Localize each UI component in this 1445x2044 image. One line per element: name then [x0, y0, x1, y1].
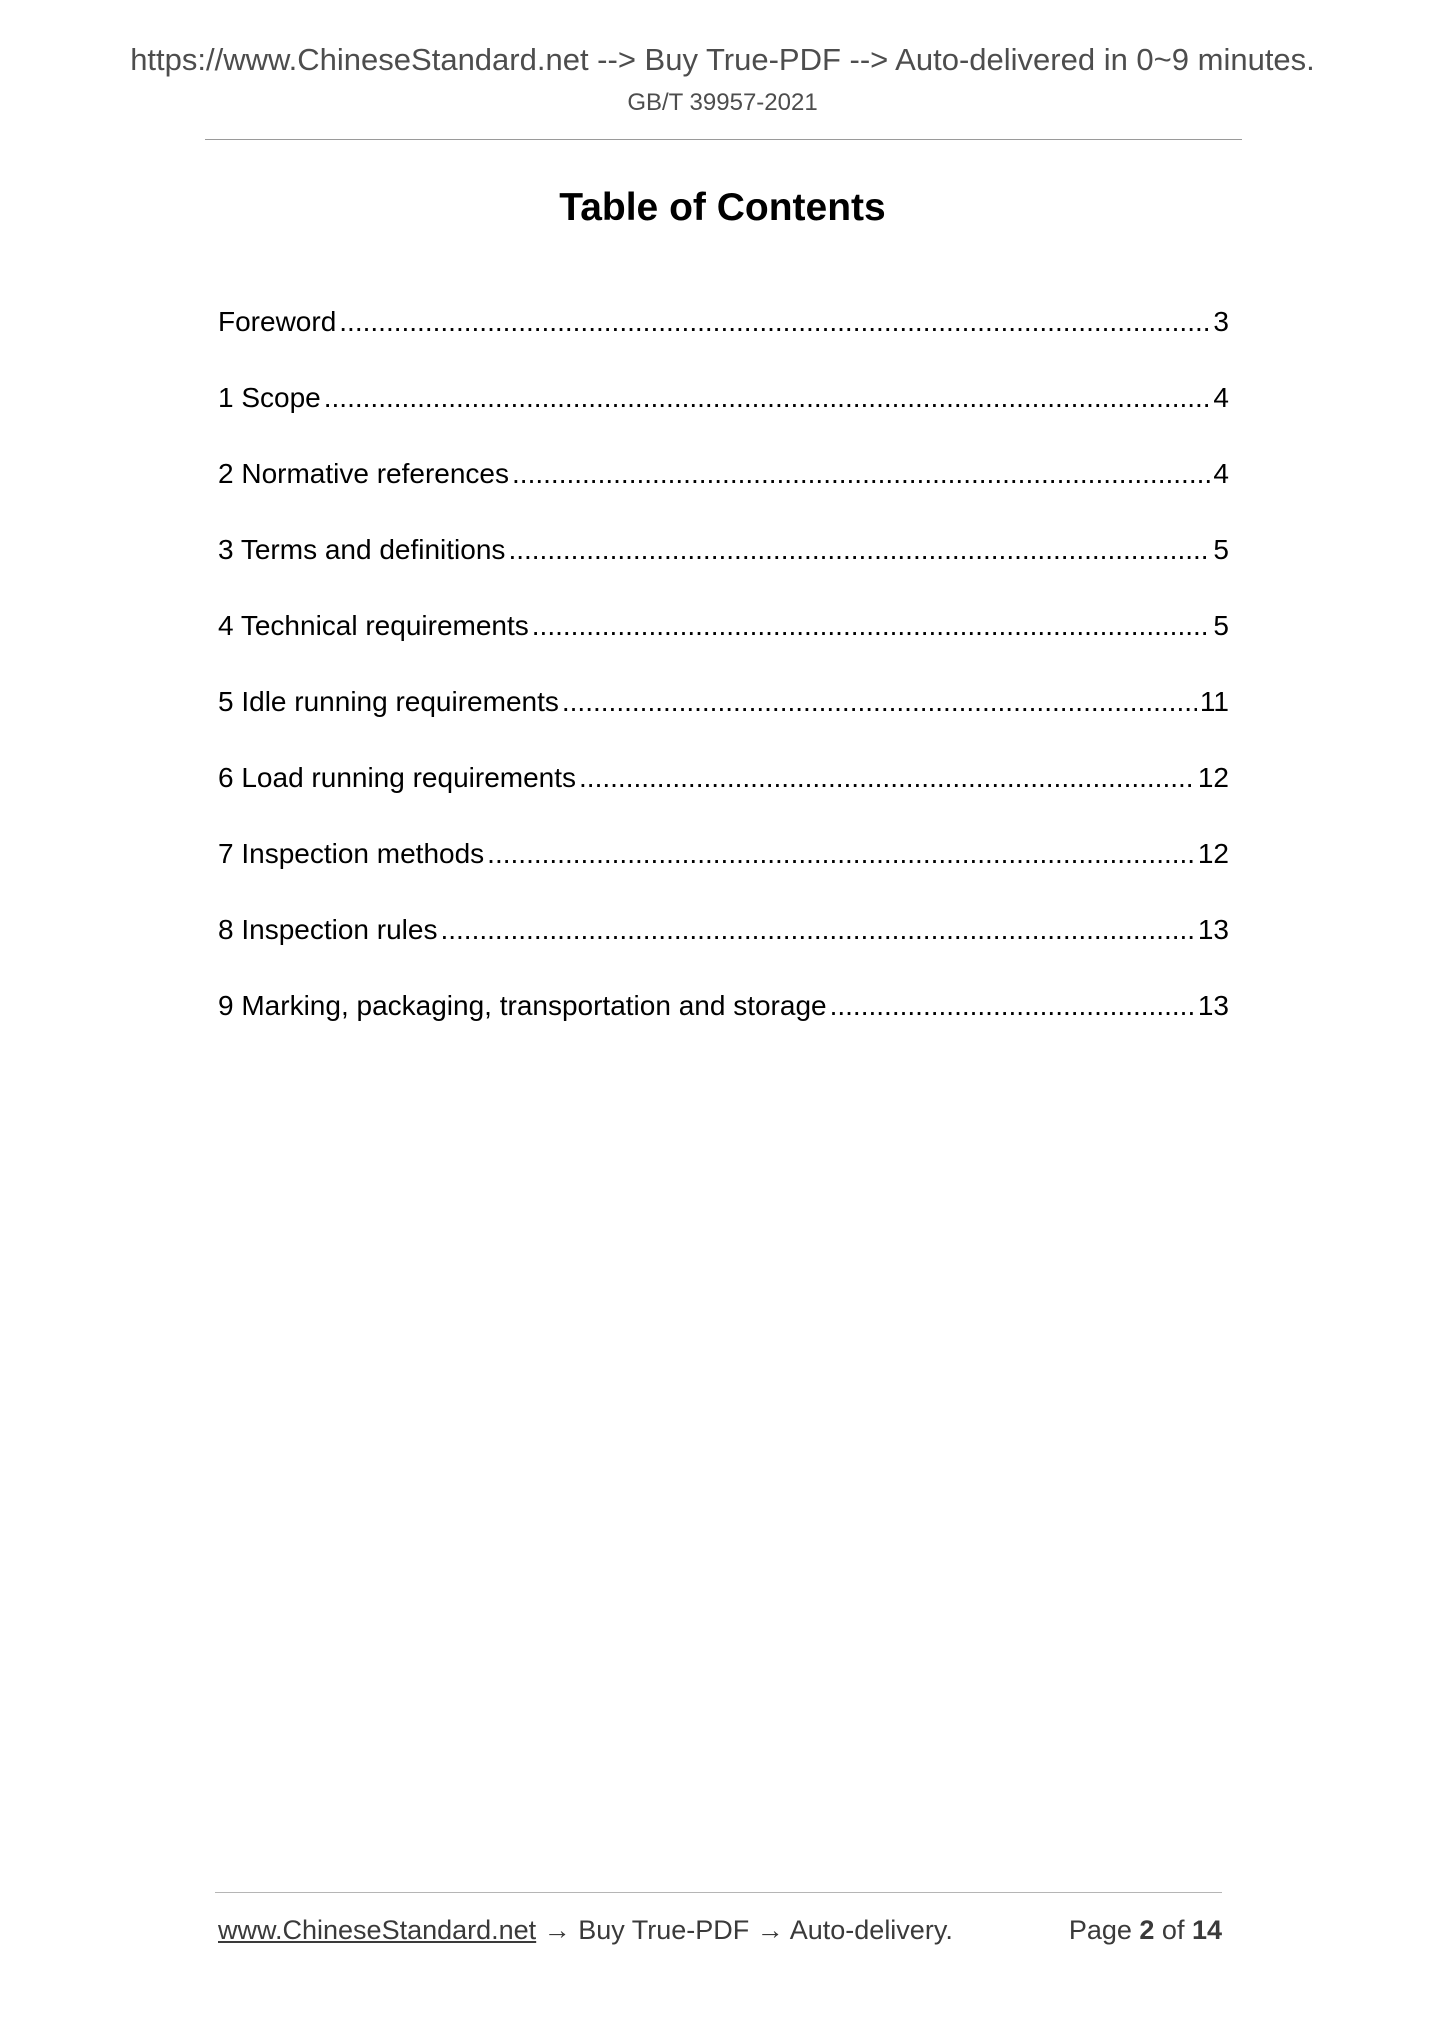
- toc-entry-normative-references[interactable]: [218, 454, 1229, 530]
- toc-entry-page: 4: [1213, 382, 1229, 413]
- toc-entry-scope[interactable]: [218, 378, 1229, 454]
- site-link[interactable]: www.ChineseStandard.net: [218, 1915, 537, 1945]
- toc-entry-label: 5 Idle running requirements: [218, 686, 559, 717]
- toc-entry-page: 5: [1213, 534, 1229, 565]
- toc-entry-page: 12: [1197, 838, 1229, 869]
- toc-dot-leader: [324, 378, 1211, 418]
- footer-tagline: → Buy True-PDF → Auto-delivery.: [536, 1915, 953, 1945]
- toc-entry-page: 13: [1197, 990, 1229, 1021]
- page-footer: [218, 1912, 1222, 1948]
- toc-dot-leader: [508, 530, 1210, 570]
- toc-entry-inspection-methods[interactable]: [218, 834, 1229, 910]
- toc-entry-load-running-requirements[interactable]: [218, 758, 1229, 834]
- toc-entry-foreword[interactable]: [218, 302, 1229, 378]
- toc-entry-label: 7 Inspection methods: [218, 838, 485, 869]
- table-of-contents: [218, 302, 1229, 1062]
- footer-promo: [218, 1912, 953, 1948]
- toc-dot-leader: [532, 606, 1211, 646]
- toc-entry-page: 5: [1213, 610, 1229, 641]
- page-of: of: [1154, 1915, 1192, 1945]
- toc-entry-terms-and-definitions[interactable]: [218, 530, 1229, 606]
- toc-entry-page: 13: [1197, 914, 1229, 945]
- toc-entry-page: 11: [1199, 686, 1229, 717]
- toc-dot-leader: [512, 454, 1210, 494]
- header-divider: [205, 139, 1242, 140]
- toc-dot-leader: [487, 834, 1195, 874]
- toc-dot-leader: [440, 910, 1194, 950]
- toc-entry-marking-packaging[interactable]: [218, 986, 1229, 1062]
- toc-entry-label: 2 Normative references: [218, 458, 510, 489]
- header-banner: https://www.ChineseStandard.net --> Buy True-PDF --> Auto-delivered in 0~9 minutes.: [130, 42, 1315, 77]
- toc-entry-page: 12: [1197, 762, 1229, 793]
- toc-dot-leader: [339, 302, 1210, 342]
- toc-entry-technical-requirements[interactable]: [218, 606, 1229, 682]
- standard-code: GB/T 39957-2021: [627, 89, 818, 116]
- toc-entry-page: 3: [1213, 306, 1229, 337]
- toc-entry-label: 9 Marking, packaging, transportation and storage: [218, 990, 827, 1021]
- toc-dot-leader: [579, 758, 1195, 798]
- page-title: Table of Contents: [559, 186, 886, 229]
- toc-entry-idle-running-requirements[interactable]: [218, 682, 1229, 758]
- toc-dot-leader: [562, 682, 1197, 722]
- toc-entry-label: 3 Terms and definitions: [218, 534, 506, 565]
- page-total: 14: [1191, 1915, 1222, 1945]
- footer-divider: [215, 1892, 1222, 1893]
- toc-entry-label: 8 Inspection rules: [218, 914, 438, 945]
- toc-entry-page: 4: [1213, 458, 1229, 489]
- toc-entry-inspection-rules[interactable]: [218, 910, 1229, 986]
- page-number: [1069, 1912, 1222, 1948]
- toc-entry-label: Foreword: [218, 306, 337, 337]
- toc-entry-label: 4 Technical requirements: [218, 610, 529, 641]
- toc-entry-label: 1 Scope: [218, 382, 321, 413]
- page-current: 2: [1139, 1915, 1155, 1945]
- toc-entry-label: 6 Load running requirements: [218, 762, 577, 793]
- page-prefix: Page: [1068, 1915, 1140, 1945]
- toc-dot-leader: [830, 986, 1195, 1026]
